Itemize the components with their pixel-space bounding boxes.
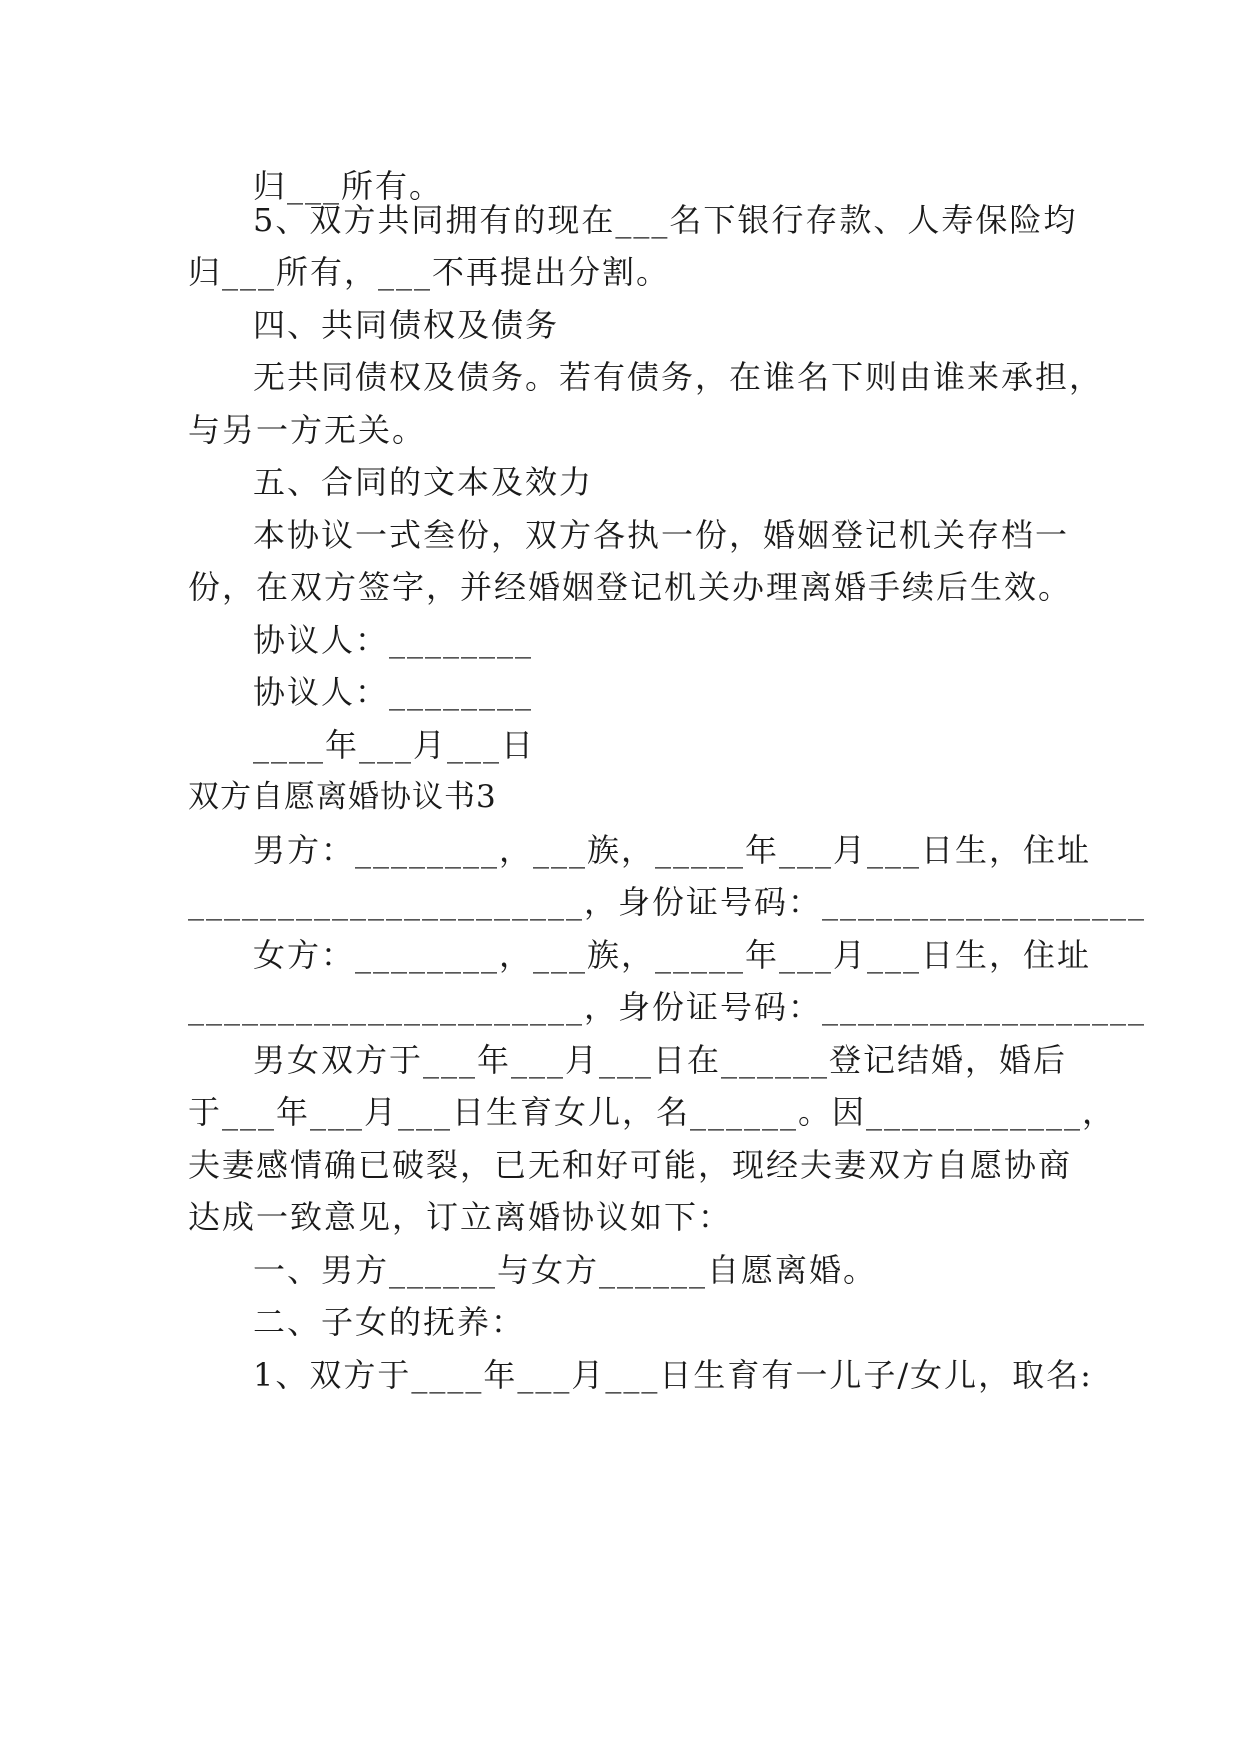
signature-line: 协议人：________ <box>253 673 534 711</box>
text-line: 达成一致意见，订立离婚协议如下： <box>188 1198 733 1236</box>
text-line: 份，在双方签字，并经婚姻登记机关办理离婚手续后生效。 <box>188 568 1073 606</box>
text-line: 无共同债权及债务。若有债务，在谁名下则由谁来承担， <box>253 358 1104 396</box>
signature-line: 协议人：________ <box>253 621 534 659</box>
text-line: 男女双方于___年___月___日在______登记结婚，婚后 <box>253 1041 1068 1079</box>
section-heading: 四、共同债权及债务 <box>253 306 560 344</box>
text-line: ______________________，身份证号码：__________________ <box>188 883 1147 921</box>
text-line: 5、双方共同拥有的现在___名下银行存款、人寿保险均 <box>253 201 1078 239</box>
text-line: 1、双方于____年___月___日生育有一儿子/女儿，取名: <box>253 1356 1093 1394</box>
text-line: 归___所有，___不再提出分割。 <box>188 253 671 291</box>
text-line: 与另一方无关。 <box>188 411 427 449</box>
text-line: ______________________，身份证号码：__________________ <box>188 988 1147 1026</box>
text-line: 夫妻感情确已破裂，已无和好可能，现经夫妻双方自愿协商 <box>188 1146 1073 1184</box>
text-line: 女方：________，___族，_____年___月___日生，住址 <box>253 936 1092 974</box>
text-line: 一、男方______与女方______自愿离婚。 <box>253 1251 878 1289</box>
date-line: ____年___月___日 <box>253 726 536 764</box>
text-line: 于___年___月___日生育女儿，名______。因____________， <box>188 1093 1117 1131</box>
text-line: 归___所有。 <box>253 167 444 205</box>
text-line: 男方：________，___族，_____年___月___日生，住址 <box>253 831 1092 869</box>
section-heading: 二、子女的抚养： <box>253 1303 526 1341</box>
text-line: 本协议一式叁份，双方各执一份，婚姻登记机关存档一 <box>253 516 1070 554</box>
section-heading: 五、合同的文本及效力 <box>253 463 594 501</box>
document-title: 双方自愿离婚协议书3 <box>188 779 497 815</box>
